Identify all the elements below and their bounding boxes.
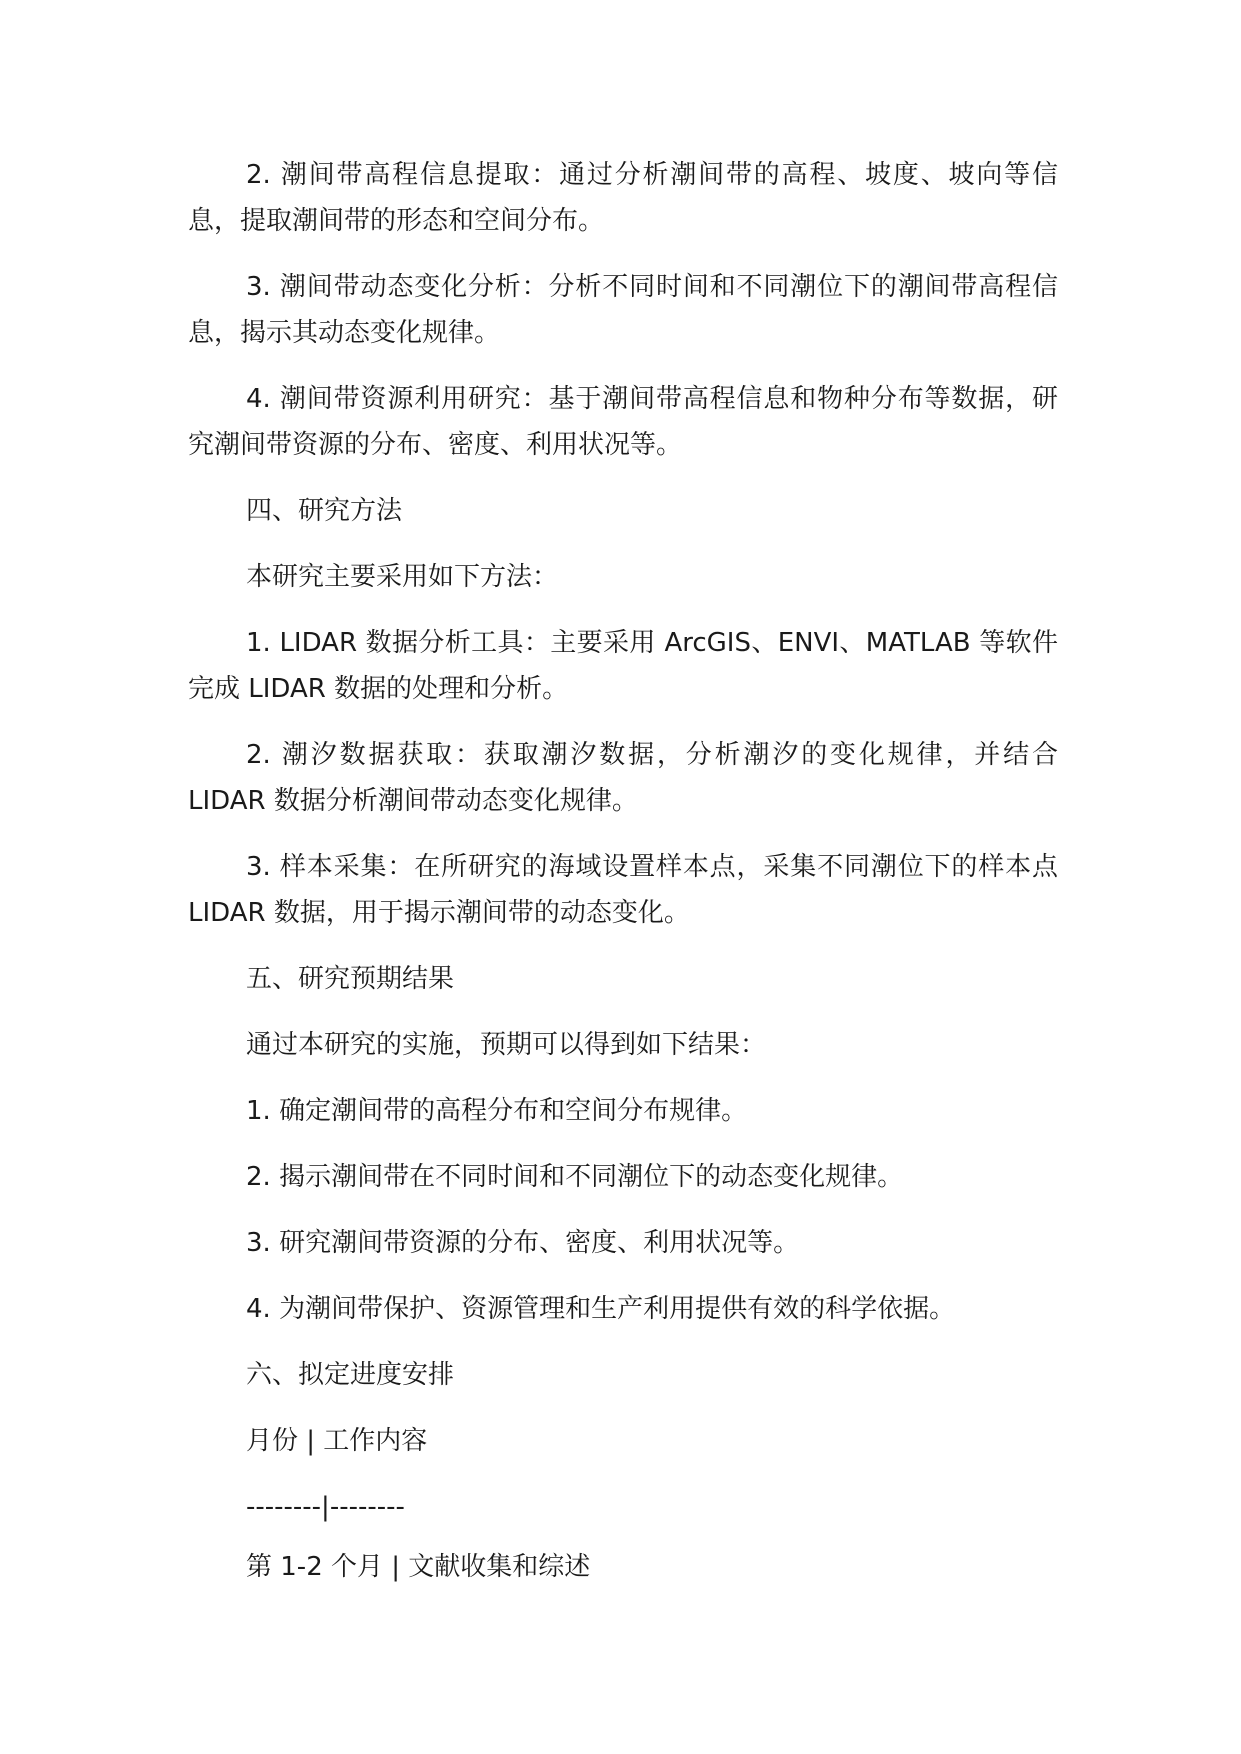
schedule-table-header: 月份 | 工作内容 <box>246 1426 428 1456</box>
document-body <box>188 152 1058 1610</box>
section-heading-methods: 四、研究方法 <box>246 496 403 526</box>
paragraph-lidar-tools: 1. LIDAR 数据分析工具：主要采用 ArcGIS、ENVI、MATLAB 等软件完成 LIDAR 数据的处理和分析。 <box>188 628 1058 704</box>
paragraph-dynamic-analysis: 3. 潮间带动态变化分析：分析不同时间和不同潮位下的潮间带高程信息，揭示其动态变化规律。 <box>188 272 1058 348</box>
schedule-table-row: 第 1-2 个月 | 文献收集和综述 <box>246 1552 591 1582</box>
result-item-3: 3. 研究潮间带资源的分布、密度、利用状况等。 <box>246 1228 800 1258</box>
result-item-1: 1. 确定潮间带的高程分布和空间分布规律。 <box>246 1096 748 1126</box>
section-heading-schedule: 六、拟定进度安排 <box>246 1360 455 1390</box>
result-item-4: 4. 为潮间带保护、资源管理和生产利用提供有效的科学依据。 <box>246 1294 956 1324</box>
schedule-table-separator: --------|-------- <box>246 1492 405 1522</box>
result-item-2: 2. 揭示潮间带在不同时间和不同潮位下的动态变化规律。 <box>246 1162 904 1192</box>
paragraph-elevation-extraction: 2. 潮间带高程信息提取：通过分析潮间带的高程、坡度、坡向等信息，提取潮间带的形态和空间分布。 <box>188 160 1058 236</box>
section-heading-expected-results: 五、研究预期结果 <box>246 964 455 994</box>
paragraph-methods-intro: 本研究主要采用如下方法： <box>246 562 559 592</box>
paragraph-tide-data: 2. 潮汐数据获取：获取潮汐数据，分析潮汐的变化规律，并结合 LIDAR 数据分析潮间带动态变化规律。 <box>188 740 1058 816</box>
paragraph-sampling: 3. 样本采集：在所研究的海域设置样本点，采集不同潮位下的样本点 LIDAR 数据，用于揭示潮间带的动态变化。 <box>188 852 1058 928</box>
paragraph-results-intro: 通过本研究的实施，预期可以得到如下结果： <box>246 1030 767 1060</box>
paragraph-resource-research: 4. 潮间带资源利用研究：基于潮间带高程信息和物种分布等数据，研究潮间带资源的分布、密度、利用状况等。 <box>188 384 1058 460</box>
